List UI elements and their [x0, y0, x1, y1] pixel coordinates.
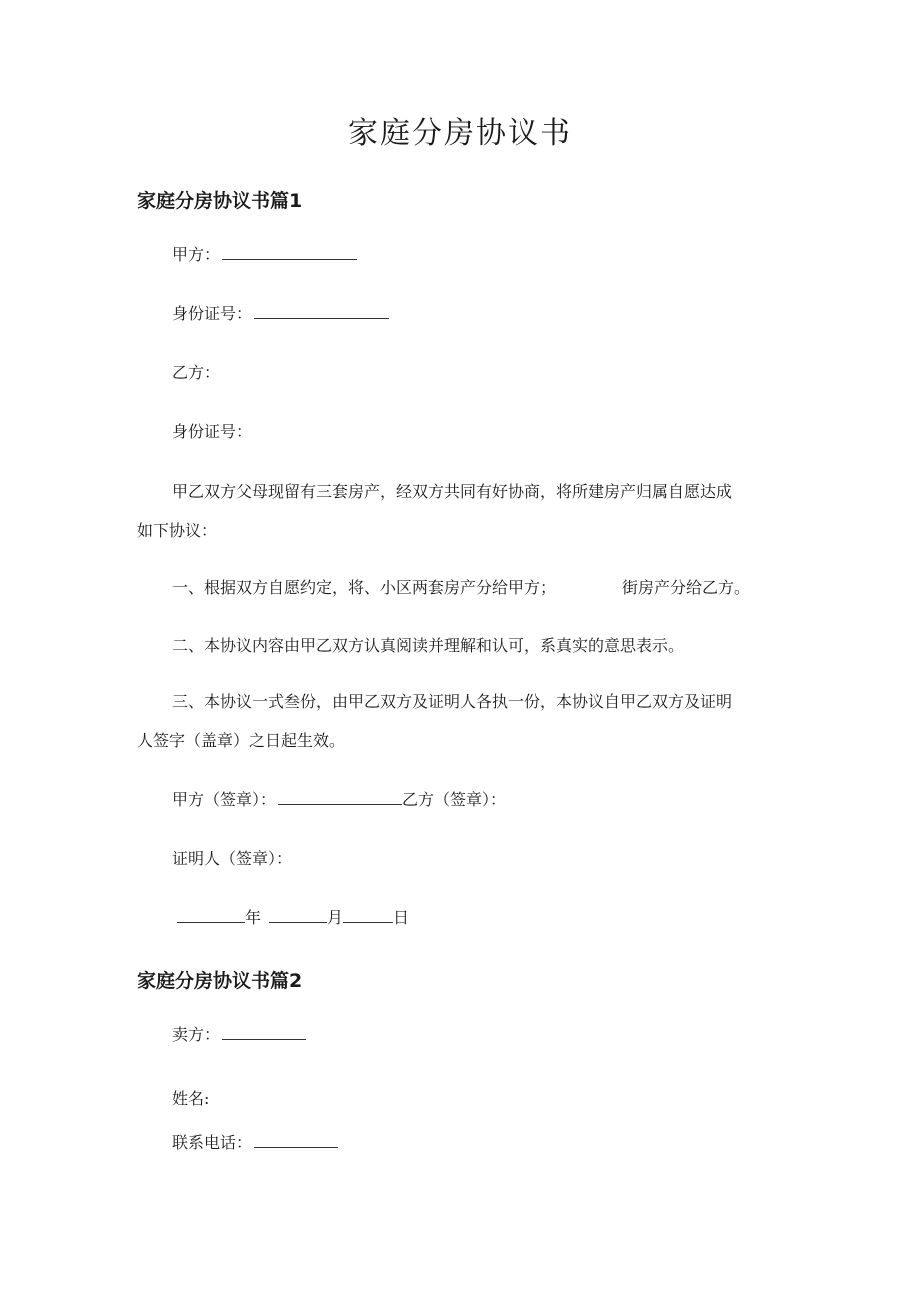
intro-paragraph-line-2: 如下协议： — [137, 521, 218, 540]
party-a-label: 甲方： — [172, 245, 221, 264]
clause-3-line-2: 人签字（盖章）之日起生效。 — [137, 731, 346, 750]
intro-paragraph-line-1: 甲乙双方父母现留有三套房产，经双方共同有好协商，将所建房产归属自愿达成 — [172, 482, 733, 501]
document-title: 家庭分房协议书 — [348, 116, 572, 151]
name-label: 姓名: — [172, 1089, 210, 1108]
signature-a-label: 甲方（签章）： — [172, 790, 277, 809]
party-a-blank — [222, 245, 357, 260]
seller-label: 卖方： — [172, 1025, 221, 1044]
signature-b-label: 乙方（签章）： — [402, 790, 507, 809]
date-line — [177, 905, 409, 928]
day-blank — [343, 908, 393, 923]
month-blank — [269, 908, 327, 923]
id-number-b-label: 身份证号： — [172, 422, 253, 441]
seller-blank — [222, 1025, 306, 1040]
year-blank — [177, 908, 245, 923]
month-label: 月 — [327, 908, 344, 927]
year-label: 年 — [245, 908, 262, 927]
clause-3-line-1: 三、本协议一式叁份，由甲乙双方及证明人各执一份，本协议自甲乙双方及证明 — [172, 692, 733, 711]
clause-1-part-b: 街房产分给乙方。 — [622, 578, 751, 597]
id-number-a-label: 身份证号： — [172, 304, 253, 323]
party-a-line — [172, 242, 357, 265]
clause-2: 二、本协议内容由甲乙双方认真阅读并理解和认可，系真实的意思表示。 — [172, 636, 685, 655]
signature-line — [172, 787, 506, 810]
id-number-a-blank — [254, 304, 389, 319]
clause-1-part-a: 一、根据双方自愿约定，将、小区两套房产分给甲方； — [172, 578, 557, 597]
signature-a-blank — [278, 790, 402, 805]
party-b-label: 乙方： — [172, 363, 221, 382]
id-number-a-line — [172, 301, 389, 324]
witness-label: 证明人（签章）： — [172, 849, 293, 868]
clause-1 — [172, 575, 750, 598]
phone-blank — [254, 1133, 338, 1148]
section-1-heading: 家庭分房协议书篇1 — [137, 190, 303, 212]
phone-label: 联系电话： — [172, 1133, 253, 1152]
section-2-heading: 家庭分房协议书篇2 — [137, 970, 303, 992]
day-label: 日 — [393, 908, 410, 927]
seller-line — [172, 1022, 306, 1045]
phone-line — [172, 1130, 338, 1153]
